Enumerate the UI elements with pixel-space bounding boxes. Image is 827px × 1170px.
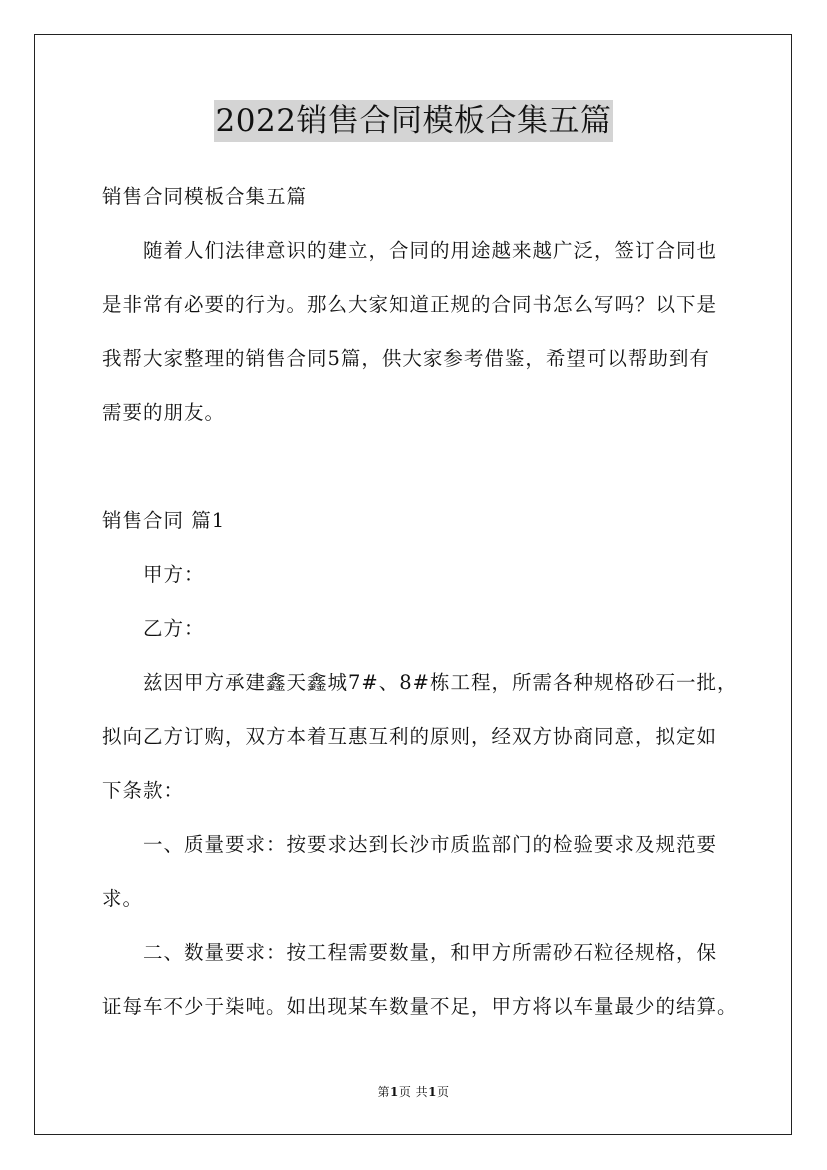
clause-line: 二、数量要求：按工程需要数量，和甲方所需砂石粒径规格，保 <box>143 941 718 964</box>
intro-line: 随着人们法律意识的建立，合同的用途越来越广泛，签订合同也 <box>143 239 718 262</box>
preamble-line: 兹因甲方承建鑫天鑫城7#、8#栋工程，所需各种规格砂石一批， <box>143 671 738 694</box>
page-suffix: 页 <box>437 1085 450 1099</box>
title-container <box>0 100 827 142</box>
preamble-line: 拟向乙方订购，双方本着互惠互利的原则，经双方协商同意，拟定如 <box>102 725 718 748</box>
preamble-line: 下条款： <box>102 779 185 802</box>
clause-line: 求。 <box>102 887 144 910</box>
clause-line: 证每车不少于柒吨。如出现某车数量不足，甲方将以车量最少的结算。 <box>102 995 738 1018</box>
intro-line: 需要的朋友。 <box>102 401 226 424</box>
document-subtitle: 销售合同模板合集五篇 <box>102 185 308 208</box>
party-b-label: 乙方： <box>143 617 205 640</box>
intro-line: 是非常有必要的行为。那么大家知道正规的合同书怎么写吗？以下是 <box>102 293 718 316</box>
page-footer <box>0 1083 827 1100</box>
party-a-label: 甲方： <box>143 563 205 586</box>
paragraph-gap <box>102 440 727 494</box>
document-title: 2022销售合同模板合集五篇 <box>214 100 614 142</box>
page-total: 1 <box>428 1085 438 1099</box>
intro-line: 我帮大家整理的销售合同5篇，供大家参考借鉴，希望可以帮助到有 <box>102 347 710 370</box>
section-heading: 销售合同 篇1 <box>102 509 226 532</box>
page-current: 1 <box>389 1085 399 1099</box>
clause-line: 一、质量要求：按要求达到长沙市质监部门的检验要求及规范要 <box>143 833 718 856</box>
document-body <box>102 170 738 1034</box>
page-prefix: 第 <box>377 1085 390 1099</box>
page-mid: 页 共 <box>398 1085 429 1099</box>
